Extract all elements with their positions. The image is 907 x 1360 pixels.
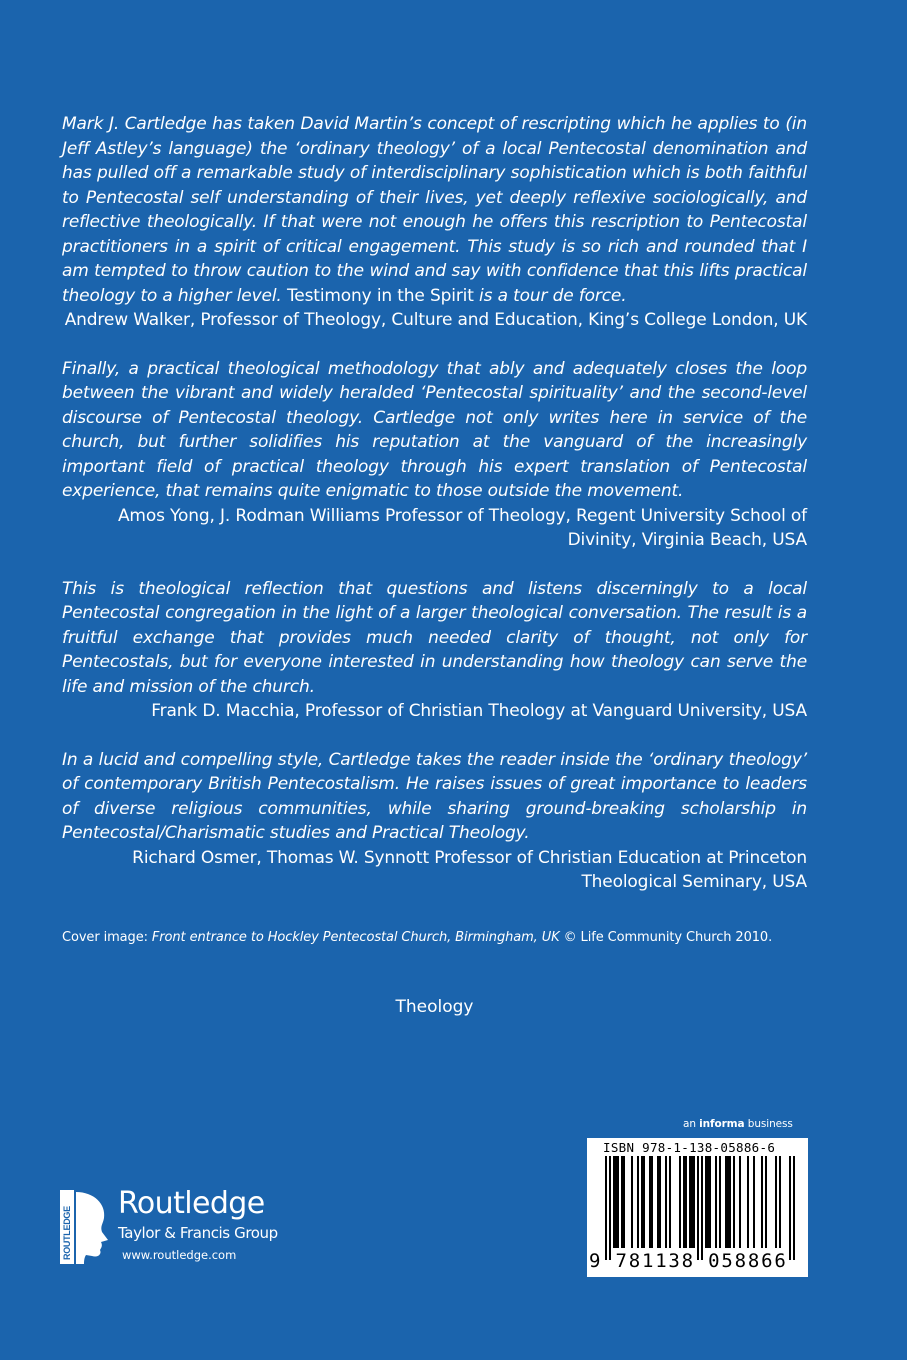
endorsement-4 — [62, 748, 807, 895]
barcode-bar — [693, 1156, 695, 1248]
barcode-bar — [615, 1156, 617, 1248]
barcode-bar — [765, 1156, 767, 1248]
endorsements — [62, 112, 807, 919]
endorsement-attribution — [62, 699, 807, 724]
routledge-head-icon — [60, 1190, 110, 1264]
cover-credit — [62, 928, 822, 948]
barcode-bar — [609, 1156, 611, 1260]
barcode-bar — [705, 1156, 707, 1248]
endorsement-3 — [62, 577, 807, 724]
barcode-bar — [623, 1156, 625, 1248]
barcode-bar — [669, 1156, 671, 1248]
barcode-bar — [707, 1156, 709, 1248]
endorsement-2 — [62, 357, 807, 553]
attribution-line: Frank D. Macchia, Professor of Christian Theology at Vanguard University, USA — [151, 701, 807, 721]
publisher-group: Taylor & Francis Group — [118, 1224, 278, 1242]
barcode-bar — [679, 1156, 681, 1248]
attribution-line: Richard Osmer, Thomas W. Synnott Professor of Christian Education at Princeton — [132, 847, 807, 868]
barcode-bar — [643, 1156, 645, 1248]
barcode-bar — [719, 1156, 721, 1248]
barcode-bar — [657, 1156, 659, 1248]
cover-credit-rights: © Life Community Church 2010. — [563, 930, 773, 945]
barcode-bar — [775, 1156, 777, 1248]
attribution-line: Andrew Walker, Professor of Theology, Culture and Education, King’s College London, UK — [64, 310, 807, 330]
barcode-bar — [631, 1156, 633, 1248]
informa-brand: informa — [699, 1118, 745, 1130]
barcode-bar — [621, 1156, 623, 1248]
barcode-bar — [789, 1156, 791, 1260]
endorsement-text: In a lucid and compelling style, Cartledge takes the reader inside the ‘ordinary theology’ of contemporary British Pentecostalism. He raises issues of great importance to leaders of diverse religious communities, while sharing ground-breaking scholarship in Pentecostal/Charismatic studies and Practical Theology. — [62, 749, 807, 843]
cover-credit-label: Cover image: — [62, 930, 148, 945]
routledge-vertical-wordmark: ROUTLEDGE — [62, 1206, 72, 1260]
subject-category: Theology — [395, 997, 474, 1017]
ean-number: 9 781138 058866 — [589, 1250, 788, 1272]
barcode-bar — [637, 1156, 639, 1248]
barcode-bars — [599, 1156, 799, 1260]
barcode-bar — [665, 1156, 667, 1248]
publisher-name: Routledge — [118, 1186, 265, 1221]
barcode-bar — [659, 1156, 661, 1248]
barcode-bar — [747, 1156, 749, 1248]
barcode-bar — [613, 1156, 615, 1248]
barcode — [587, 1138, 808, 1277]
barcode-bar — [793, 1156, 795, 1260]
barcode-bar — [641, 1156, 643, 1248]
endorsement-1 — [62, 112, 807, 333]
cover-credit-title: Front entrance to Hockley Pentecostal Church, Birmingham, UK — [151, 930, 560, 945]
barcode-bar — [701, 1156, 703, 1260]
barcode-bar — [715, 1156, 717, 1248]
informa-pre: an — [683, 1118, 696, 1130]
barcode-bar — [689, 1156, 691, 1248]
attribution-line: Theological Seminary, USA — [581, 872, 807, 892]
barcode-bar — [725, 1156, 727, 1248]
informa-tagline — [683, 1118, 793, 1130]
book-title: Testimony in the Spirit — [286, 285, 474, 306]
endorsement-text: Mark J. Cartledge has taken David Martin’s concept of rescripting which he applies to (in Jeff Astley’s language) the ‘ordinary theology’ of a local Pentecostal denomination and has pulled off a remarkable study of interdisciplinary sophistication which is both faithful to Pentecostal self understanding of their lives, yet deeply reflexive sociologically, and reflective theologically. If that were not enough he offers this rescription to Pentecostal practitioners in a spirit of critical engagement. This study is so rich and rounded that I am tempted to throw caution to the wind and say with confidence that this lifts practical theology to a higher level. — [62, 114, 807, 306]
endorsement-attribution — [62, 308, 807, 333]
barcode-bar — [617, 1156, 619, 1248]
barcode-bar — [649, 1156, 651, 1248]
barcode-bar — [727, 1156, 729, 1248]
endorsement-attribution — [62, 504, 807, 553]
barcode-bar — [683, 1156, 685, 1248]
barcode-bar — [685, 1156, 687, 1248]
barcode-bar — [729, 1156, 731, 1248]
endorsement-text: Finally, a practical theological methodology that ably and adequately closes the loop between the vibrant and widely heralded ‘Pentecostal spirituality’ and the second-level discourse of Pentecostal theology. Cartledge not only writes here in service of the church, but further solidifies his reputation at the vanguard of the increasingly important field of practical theology through his expert translation of Pentecostal experience, that remains quite enigmatic to those outside the movement. — [62, 358, 807, 501]
barcode-bar — [739, 1156, 741, 1248]
isbn-number: ISBN 978-1-138-05886-6 — [603, 1140, 776, 1155]
endorsement-text: This is theological reflection that questions and listens discerningly to a local Pentecostal congregation in the light of a larger theological conversation. The result is a fruitful exchange that provides much needed clarity of thought, not only for Pentecostals, but for everyone interested in understanding how theology can serve the life and mission of the church. — [62, 578, 807, 697]
informa-post: business — [747, 1118, 793, 1130]
barcode-bar — [709, 1156, 711, 1248]
barcode-bar — [605, 1156, 607, 1260]
attribution-line: Divinity, Virginia Beach, USA — [567, 530, 807, 550]
barcode-bar — [651, 1156, 653, 1248]
barcode-bar — [761, 1156, 763, 1248]
barcode-bar — [779, 1156, 781, 1248]
barcode-bar — [691, 1156, 693, 1248]
barcode-bar — [753, 1156, 755, 1248]
barcode-bar — [733, 1156, 735, 1248]
barcode-bar — [697, 1156, 699, 1260]
endorsement-attribution — [62, 846, 807, 895]
attribution-line: Amos Yong, J. Rodman Williams Professor of Theology, Regent University School of — [117, 505, 807, 526]
endorsement-text-end: is a tour de force. — [479, 285, 627, 306]
publisher-url: www.routledge.com — [122, 1248, 237, 1262]
